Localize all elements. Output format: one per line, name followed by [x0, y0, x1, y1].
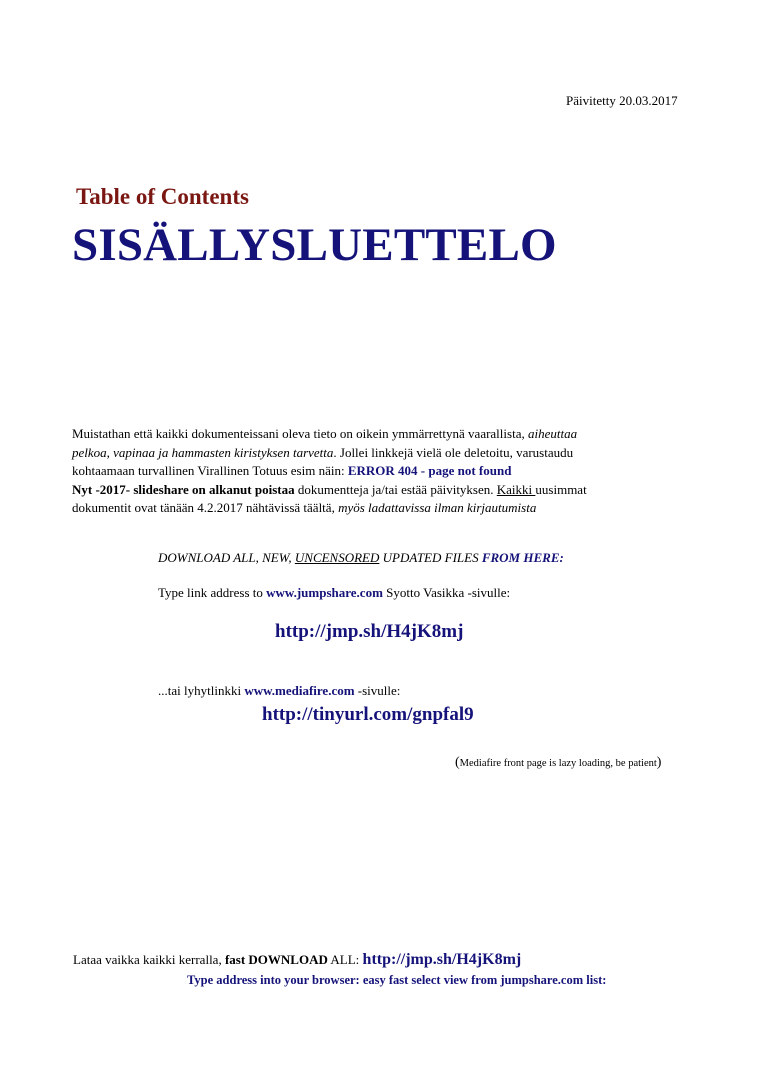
type-address-line: Type address into your browser: easy fast select view from jumpshare.com list: — [187, 973, 607, 987]
footer-download-line — [73, 951, 521, 969]
short-link-line — [158, 683, 400, 699]
mediafire-site-link[interactable]: www.mediafire.com — [244, 683, 355, 698]
intro-italic: myös ladattavissa ilman kirjautumista — [338, 500, 537, 515]
intro-text: Muistathan että kaikki dokumenteissani oleva tieto on oikein ymmärrettynä vaarallista, — [72, 426, 528, 441]
tinyurl-link[interactable]: http://tinyurl.com/gnpfal9 — [262, 704, 474, 725]
intro-paragraph — [72, 425, 702, 518]
type-link-text: Type link address to — [158, 585, 267, 600]
download-all-line — [158, 550, 564, 566]
footer-text: Lataa vaikka kaikki kerralla, — [73, 952, 225, 967]
intro-italic: aiheuttaa — [527, 426, 578, 441]
intro-line-4 — [72, 481, 702, 500]
intro-text: dokumentteja ja/tai estää päivityksen. — [294, 481, 497, 497]
intro-underlined: Kaikki — [496, 481, 536, 497]
intro-bold: Nyt -2017- slideshare on alkanut poistaa — [72, 481, 295, 497]
title-finnish: SISÄLLYSLUETTELO — [72, 219, 557, 271]
updated-date: Päivitetty 20.03.2017 — [566, 93, 678, 108]
download-text: DOWNLOAD ALL, NEW, — [158, 550, 295, 565]
intro-italic: pelkoa, vapinaa ja hammasten kiristyksen tarvetta — [72, 444, 334, 460]
intro-line-3 — [72, 462, 702, 481]
uncensored-text: UNCENSORED — [294, 550, 380, 565]
note-paren-close: ) — [656, 755, 662, 770]
intro-line-2 — [72, 444, 702, 463]
intro-text: uusimmat — [535, 481, 587, 497]
short-link-text: -sivulle: — [354, 683, 401, 698]
footer-jmp-link[interactable]: http://jmp.sh/H4jK8mj — [362, 951, 522, 968]
jmp-link[interactable]: http://jmp.sh/H4jK8mj — [275, 621, 464, 642]
footer-bold: fast DOWNLOAD — [224, 952, 328, 967]
from-here-text: FROM HERE: — [481, 550, 564, 565]
intro-text: dokumentit ovat tänään 4.2.2017 nähtävissä täältä, — [72, 500, 339, 515]
jumpshare-site-link[interactable]: www.jumpshare.com — [266, 585, 383, 600]
type-link-text: Syotto Vasikka -sivulle: — [382, 585, 511, 600]
lazy-loading-note — [455, 755, 661, 771]
type-link-line — [158, 585, 510, 601]
error-404-text: ERROR 404 - page not found — [347, 463, 512, 478]
intro-text: kohtaamaan turvallinen Virallinen Totuus esim näin: — [72, 463, 348, 478]
intro-line-1 — [72, 425, 702, 444]
note-text: Mediafire front page is lazy loading, be patient — [459, 758, 657, 769]
intro-line-5 — [72, 499, 702, 518]
note-paren-open: ( — [455, 755, 460, 770]
download-text: UPDATED FILES — [379, 550, 482, 565]
short-link-text: ...tai lyhytlinkki — [158, 683, 245, 698]
footer-text: ALL: — [327, 952, 363, 967]
intro-text: . Jollei linkkejä vielä ole deletoitu, varustaudu — [333, 444, 574, 460]
title-english: Table of Contents — [76, 184, 249, 209]
